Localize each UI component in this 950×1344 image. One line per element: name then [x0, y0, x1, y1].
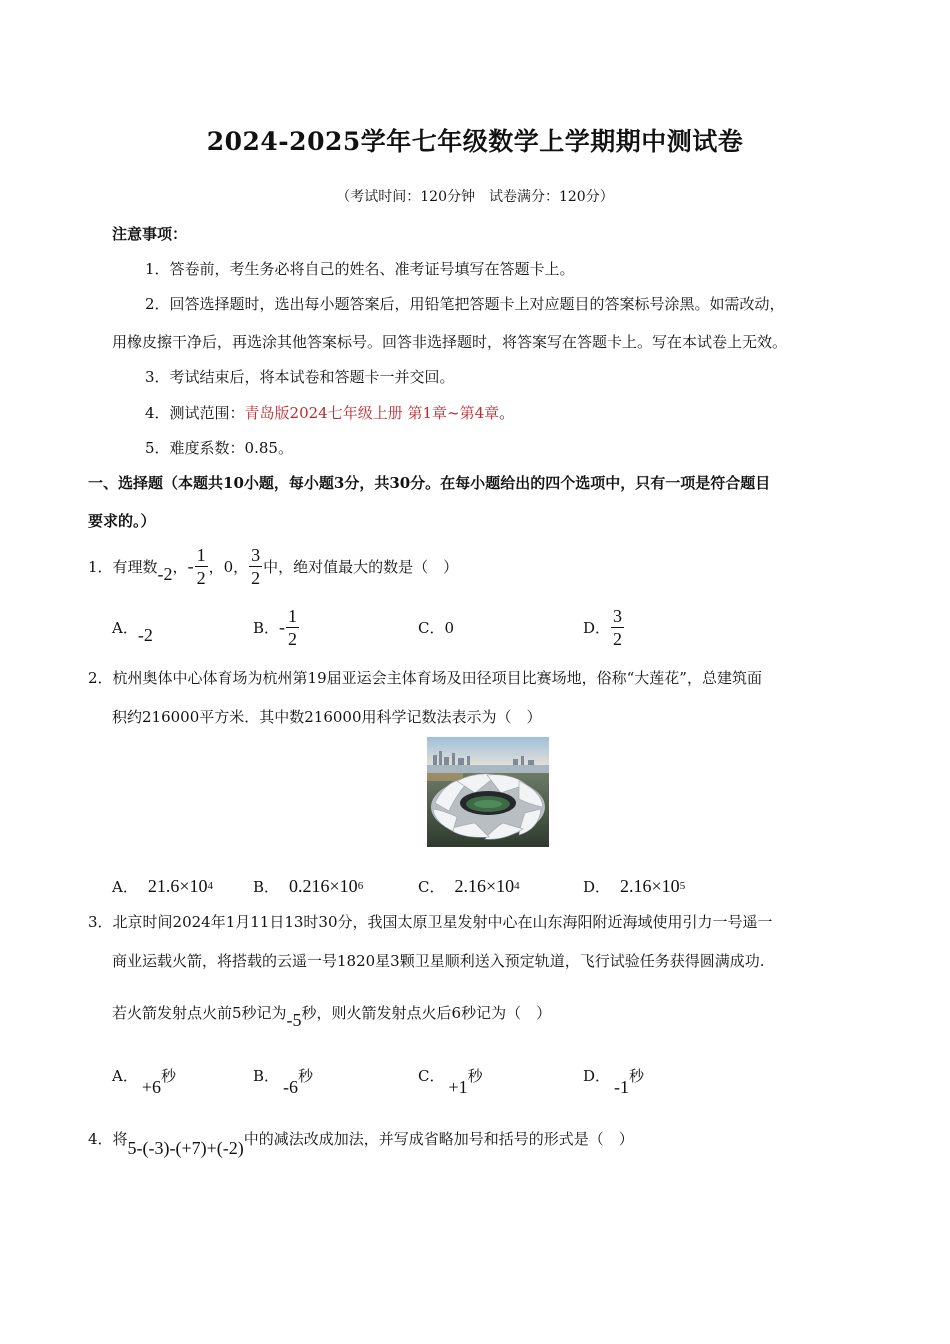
- q1-option-a: A． -2: [112, 618, 153, 645]
- q2-option-d: D． 2.16×10 5: [583, 875, 686, 896]
- q2-option-b: B． 0.216×10 6: [253, 875, 364, 896]
- test-scope: 青岛版2024七年级上册 第1章~第4章: [244, 404, 500, 422]
- question-4-stem: 4．将5-(-3)-(+7)+(-2)中的减法改成加法，并写成省略加号和括号的形式是（ ）: [88, 1130, 634, 1158]
- note-item-4-suffix: 。: [499, 404, 515, 422]
- note-item-4: [145, 402, 514, 423]
- question-3-line-1: 3．北京时间2024年1月11日13时30分，我国太原卫星发射中心在山东海阳附近海域使用引力一号遥一: [88, 913, 773, 931]
- q1-option-d: D． $\frac{3}{2}$: [583, 605, 623, 649]
- q1-sep-1: ，: [172, 557, 188, 576]
- q3-option-b: B．-6秒: [253, 1067, 314, 1097]
- question-2-line-2: 积约216000平方米．其中数216000用科学记数法表示为（ ）: [112, 708, 542, 726]
- q3-option-a: A．+6秒: [112, 1067, 177, 1097]
- note-item-2-line-2: 用橡皮擦干净后，再选涂其他答案标号。回答非选择题时，将答案写在答题卡上。写在本试卷上无效。: [112, 333, 788, 351]
- q1-sign-2: -: [187, 555, 194, 576]
- note-item-1: 1．答卷前，考生务必将自己的姓名、准考证号填写在答题卡上。: [145, 260, 575, 278]
- q1-option-b: B． - $\frac{1}{2}$: [253, 605, 298, 649]
- section-heading-line-2: 要求的。）: [88, 512, 156, 530]
- note-item-5: 5．难度系数：0.85。: [145, 439, 293, 457]
- q1-option-c: C．0: [418, 618, 455, 637]
- q2-option-a: A． 21.6×10 4: [112, 875, 213, 896]
- q4-expression: 5-(-3)-(+7)+(-2): [127, 1138, 244, 1158]
- stadium-photo: [427, 737, 549, 847]
- question-3-line-3: 若火箭发射点火前5秒记为-5秒，则火箭发射点火后6秒记为（ ）: [112, 1004, 552, 1030]
- question-2-line-1: 2．杭州奥体中心体育场为杭州第19届亚运会主体育场及田径项目比赛场地，俗称“大莲花”，总建筑面: [88, 669, 762, 687]
- note-item-3: 3．考试结束后，将本试卷和答题卡一并交回。: [145, 368, 455, 386]
- q1-prefix: 1．有理数: [88, 557, 158, 576]
- q2-option-c: C． 2.16×10 4: [418, 875, 520, 896]
- note-item-4-prefix: 4．测试范围：: [145, 404, 245, 422]
- question-3-line-2: 商业运载火箭，将搭载的云遥一号1820星3颗卫星顺利送入预定轨道，飞行试验任务获得圆满成功.: [112, 952, 765, 970]
- question-1-stem: [88, 543, 458, 589]
- note-item-2-line-1: 2．回答选择题时，选出每小题答案后，用铅笔把答题卡上对应题目的答案标号涂黑。如需改动，: [145, 295, 785, 313]
- q3-option-d: D．-1秒: [583, 1067, 645, 1097]
- section-heading-line-1: 一、选择题（本题共10小题，每小题3分，共30分。在每小题给出的四个选项中，只有一项是符合题目: [88, 474, 771, 492]
- q1-sep-2: ，0，: [208, 557, 249, 576]
- q1-fraction-half: $\frac{1}{2}$: [196, 544, 206, 588]
- notes-heading: 注意事项：: [112, 225, 188, 243]
- exam-info: （考试时间：120分钟 试卷满分：120分）: [336, 189, 614, 205]
- q1-number-1: -2: [157, 563, 173, 584]
- q1-suffix: 中，绝对值最大的数是（ ）: [263, 557, 459, 576]
- q3-option-c: C．+1秒: [418, 1067, 483, 1097]
- page-title: 2024-2025学年七年级数学上学期期中测试卷: [206, 127, 744, 156]
- q1-fraction-three-halves: $\frac{3}{2}$: [251, 544, 261, 588]
